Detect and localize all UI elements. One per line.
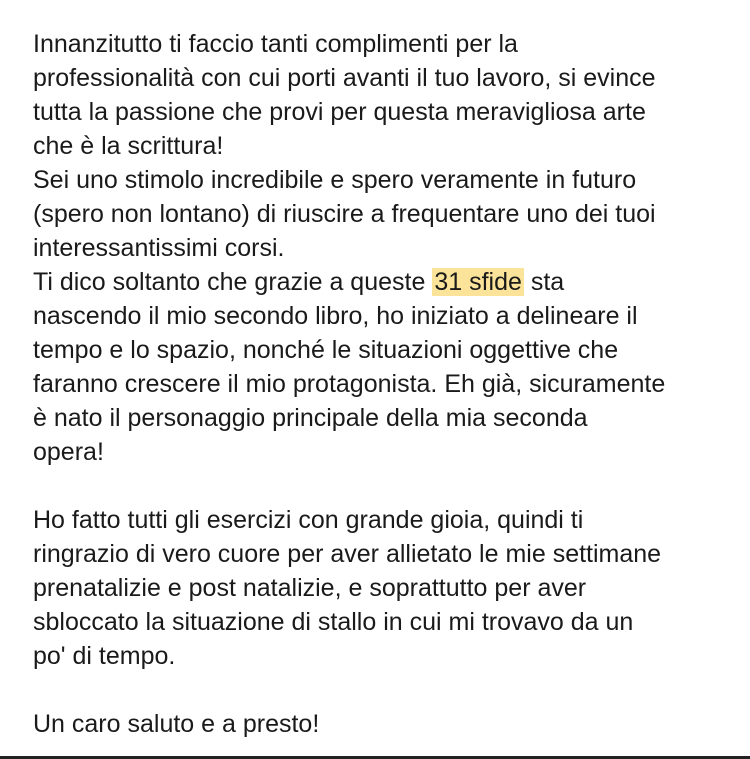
- text-line: po' di tempo.: [33, 642, 176, 670]
- highlighted-text: 31 sfide: [434, 268, 522, 296]
- text-line: (spero non lontano) di riuscire a frequentare uno dei tuoi: [33, 200, 656, 228]
- text-line: Ho fatto tutti gli esercizi con grande gioia, quindi ti: [33, 506, 584, 534]
- text-line: faranno crescere il mio protagonista. Eh già, sicuramente: [33, 370, 666, 398]
- text-line: interessantissimi corsi.: [33, 234, 285, 262]
- paragraph-intro: [33, 27, 733, 469]
- text-line: professionalità con cui porti avanti il tuo lavoro, si evince: [33, 64, 656, 92]
- message-body: [33, 27, 733, 741]
- text-line: sbloccato la situazione di stallo in cui mi trovavo da un: [33, 608, 634, 636]
- paragraph-exercises: [33, 503, 733, 673]
- text-line: Ti dico soltanto che grazie a queste: [33, 268, 433, 296]
- text-line: tutta la passione che provi per questa meravigliosa arte: [33, 98, 646, 126]
- paragraph-closing: [33, 707, 733, 741]
- closing-line: Un caro saluto e a presto!: [33, 710, 320, 738]
- text-line: prenatalizie e post natalizie, e soprattutto per aver: [33, 574, 587, 602]
- text-line: opera!: [33, 438, 104, 466]
- text-line: che è la scrittura!: [33, 132, 224, 160]
- text-line: sta: [523, 268, 565, 296]
- text-line: Innanzitutto ti faccio tanti complimenti per la: [33, 30, 518, 58]
- text-line: nascendo il mio secondo libro, ho iniziato a delineare il: [33, 302, 638, 330]
- text-line: è nato il personaggio principale della mia seconda: [33, 404, 588, 432]
- text-line: Sei uno stimolo incredibile e spero veramente in futuro: [33, 166, 637, 194]
- text-line: tempo e lo spazio, nonché le situazioni oggettive che: [33, 336, 619, 364]
- text-line: ringrazio di vero cuore per aver allietato le mie settimane: [33, 540, 662, 568]
